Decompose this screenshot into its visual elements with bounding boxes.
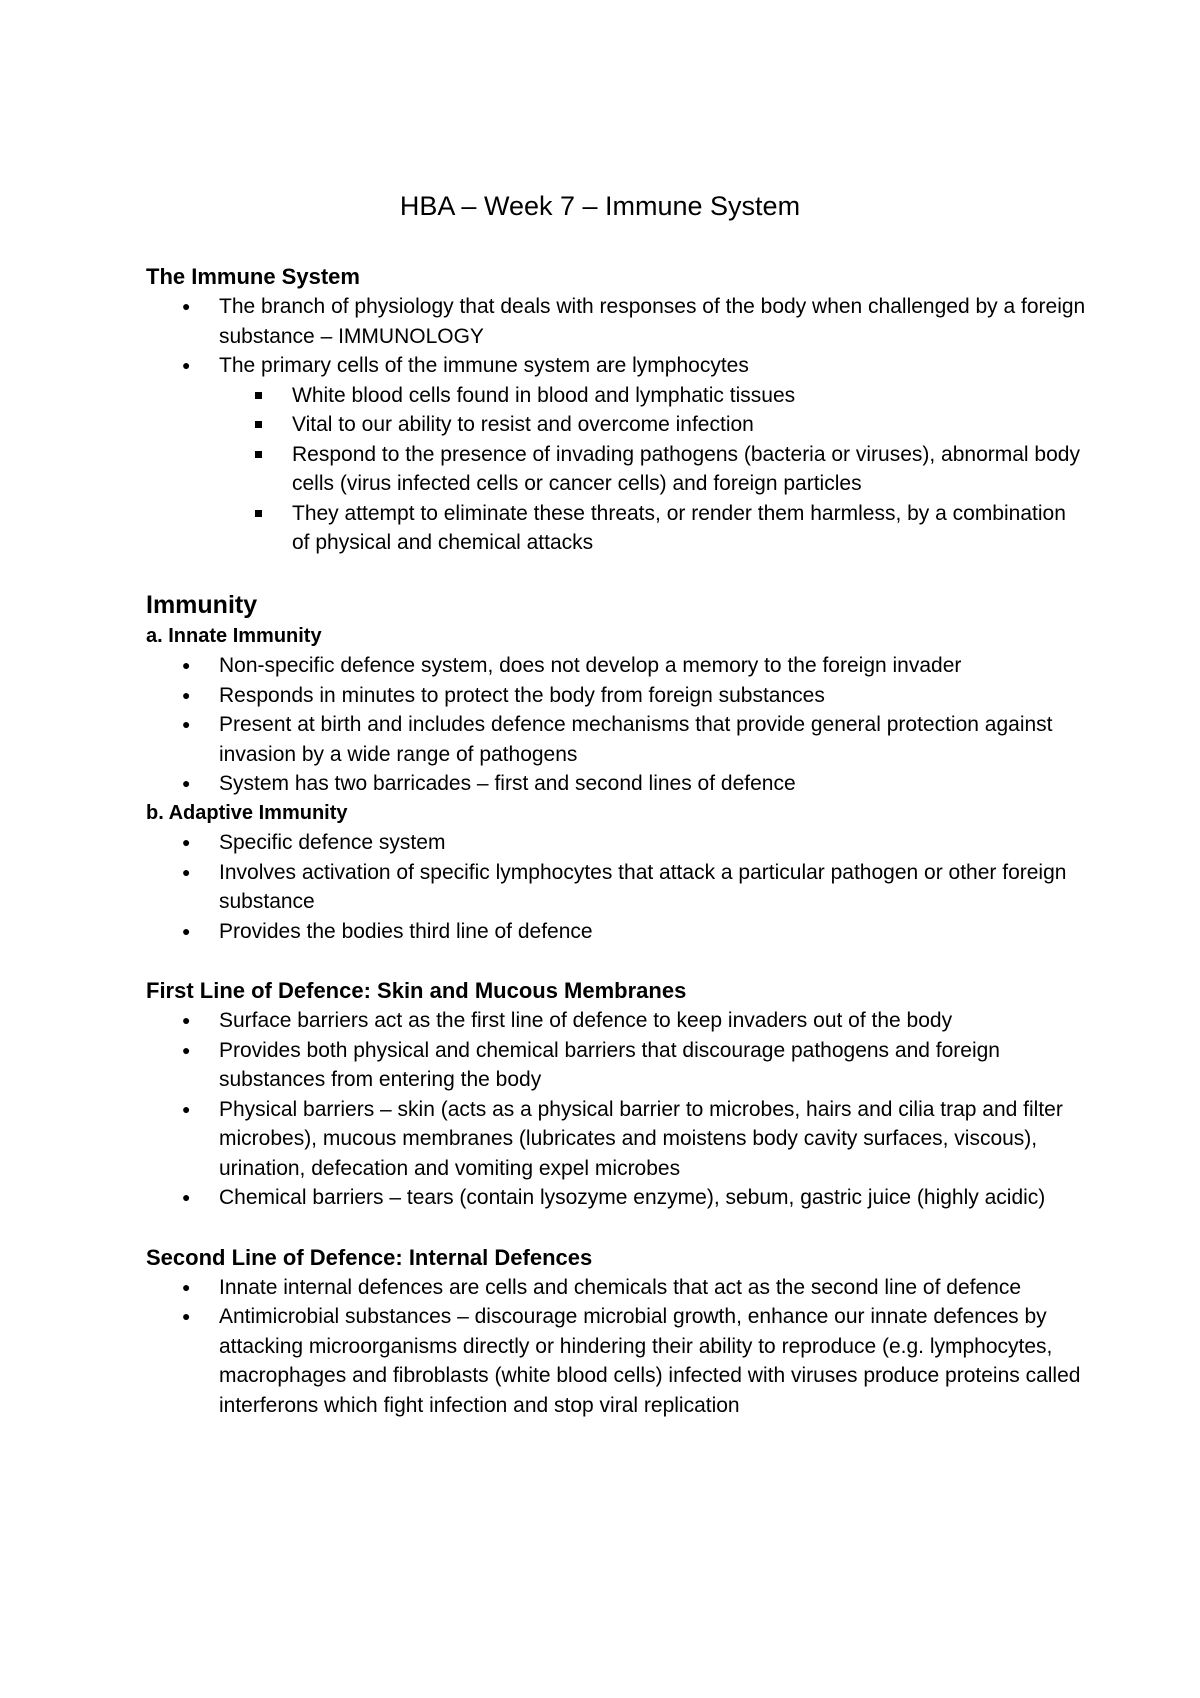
list-item-text: Responds in minutes to protect the body from foreign substances: [219, 683, 825, 707]
list-item: [146, 1036, 1086, 1095]
list-item: [146, 1273, 1086, 1303]
list-item: [146, 351, 1086, 558]
square-bullet-icon: [255, 510, 262, 517]
bullet-icon: ●: [182, 922, 191, 939]
sub-list-item: [219, 410, 1086, 440]
document-body: [146, 262, 1086, 1420]
bullet-list: [146, 1273, 1086, 1421]
list-item-text: Specific defence system: [219, 831, 446, 854]
list-item: [146, 292, 1086, 351]
bullet-icon: ●: [182, 298, 191, 314]
bullet-icon: ●: [182, 1041, 191, 1058]
bullet-icon: ●: [182, 357, 191, 373]
list-item: [146, 681, 1086, 711]
section-second-line: [146, 1243, 1086, 1421]
bullet-icon: ●: [182, 775, 191, 791]
sub-list-item: [219, 381, 1086, 411]
list-item-text: Physical barriers – skin (acts as a physical barrier to microbes, hairs and cilia trap and filter microbes), mucous membranes (lubricates and moistens body cavity surfaces, viscous), urination, defecation and vomiting expel microbes: [219, 1097, 1063, 1180]
spacer: [146, 946, 1086, 976]
section-immune-system: [146, 262, 1086, 558]
section-heading: The Immune System: [146, 264, 360, 289]
sub-list-item-text: Respond to the presence of invading pathogens (bacteria or viruses), abnormal body cells (virus infected cells or cancer cells) and foreign particles: [292, 442, 1080, 495]
section-first-line: [146, 976, 1086, 1213]
subsection-heading: b. Adaptive Immunity: [146, 801, 348, 824]
list-item-text: Innate internal defences are cells and chemicals that act as the second line of defence: [219, 1275, 1021, 1299]
square-bullet-icon: [255, 421, 262, 428]
list-item-text: Chemical barriers – tears (contain lysozyme enzyme), sebum, gastric juice (highly acidic): [219, 1186, 1046, 1209]
list-item-text: Surface barriers act as the first line of defence to keep invaders out of the body: [219, 1009, 953, 1032]
list-item: [146, 1302, 1086, 1420]
bullet-icon: ●: [182, 1278, 191, 1295]
list-item-text: The branch of physiology that deals with responses of the body when challenged by a foreign substance – IMMUNOLOGY: [219, 295, 1086, 348]
bullet-icon: ●: [182, 657, 191, 673]
bullet-icon: ●: [182, 1189, 191, 1205]
subsection-heading: a. Innate Immunity: [146, 624, 322, 647]
sub-bullet-list: [219, 381, 1086, 558]
list-item: [146, 917, 1086, 947]
spacer: [146, 558, 1086, 588]
list-item-text: Provides the bodies third line of defence: [219, 919, 593, 943]
bullet-list: [146, 651, 1086, 799]
list-item-text: Non-specific defence system, does not develop a memory to the foreign invader: [219, 654, 962, 677]
sub-list-item-text: Vital to our ability to resist and overcome infection: [292, 413, 754, 436]
bullet-icon: ●: [182, 686, 191, 703]
list-item: [146, 1006, 1086, 1036]
spacer: [146, 1213, 1086, 1243]
bullet-icon: ●: [182, 1308, 191, 1324]
section-heading: Immunity: [146, 590, 258, 619]
bullet-icon: ●: [182, 863, 191, 880]
list-item-text: System has two barricades – first and second lines of defence: [219, 772, 796, 795]
bullet-list: [146, 828, 1086, 946]
bullet-icon: ●: [182, 834, 191, 850]
sub-list-item: [219, 440, 1086, 499]
bullet-icon: ●: [182, 716, 191, 732]
document-title: HBA – Week 7 – Immune System: [399, 191, 801, 221]
list-item: [146, 858, 1086, 917]
sub-list-item-text: They attempt to eliminate these threats, or render them harmless, by a combination of physical and chemical attacks: [292, 501, 1066, 554]
sub-list-item: [219, 499, 1086, 558]
list-item: [146, 710, 1086, 769]
list-item: [146, 1095, 1086, 1184]
bullet-list: [146, 1006, 1086, 1213]
bullet-icon: ●: [182, 1100, 191, 1117]
section-immunity: [146, 588, 1086, 947]
list-item: [146, 769, 1086, 799]
list-item-text: Antimicrobial substances – discourage microbial growth, enhance our innate defences by attacking microorganisms directly or hindering their ability to reproduce (e.g. lymphocytes, macrophages and fibroblasts (white blood cells) infected with viruses produce proteins called interferons which fight infection and stop viral replication: [219, 1305, 1081, 1417]
bullet-icon: ●: [182, 1012, 191, 1028]
bullet-list: [146, 292, 1086, 558]
sub-list-item-text: White blood cells found in blood and lymphatic tissues: [292, 383, 796, 407]
list-item-text: The primary cells of the immune system are lymphocytes: [219, 354, 749, 377]
square-bullet-icon: [255, 451, 262, 458]
list-item: [146, 651, 1086, 681]
section-heading: Second Line of Defence: Internal Defences: [146, 1244, 593, 1270]
list-item-text: Present at birth and includes defence mechanisms that provide general protection against invasion by a wide range of pathogens: [219, 713, 1053, 766]
list-item-text: Involves activation of specific lymphocytes that attack a particular pathogen or other foreign substance: [219, 860, 1067, 913]
section-heading: First Line of Defence: Skin and Mucous Membranes: [146, 978, 687, 1003]
list-item: [146, 1183, 1086, 1213]
list-item: [146, 828, 1086, 858]
list-item-text: Provides both physical and chemical barriers that discourage pathogens and foreign substances from entering the body: [219, 1038, 1000, 1091]
square-bullet-icon: [255, 392, 262, 399]
